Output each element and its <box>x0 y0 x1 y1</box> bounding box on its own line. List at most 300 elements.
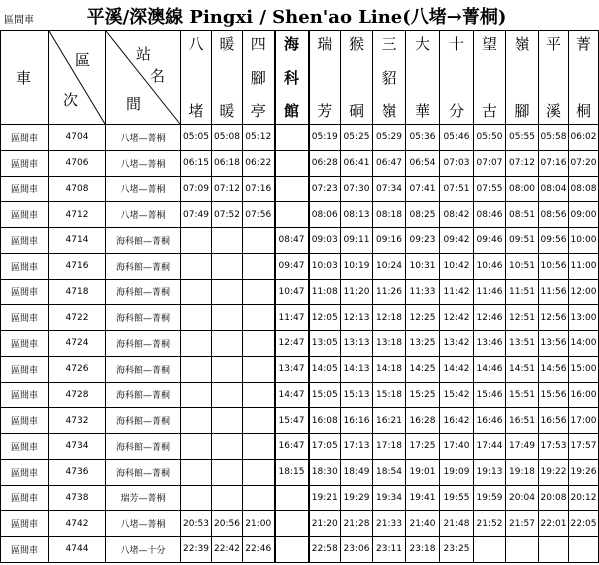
time-cell <box>181 485 212 511</box>
time-cell: 15:56 <box>539 382 569 408</box>
time-cell <box>212 305 243 331</box>
station-char: 十 <box>448 35 464 53</box>
route-cell: 海科館—菁桐 <box>106 356 181 382</box>
time-cell: 22:42 <box>212 537 243 563</box>
time-cell: 08:04 <box>539 176 569 202</box>
time-cell <box>212 485 243 511</box>
time-cell: 07:51 <box>440 176 474 202</box>
time-cell: 16:08 <box>309 408 341 434</box>
route-cell: 瑞芳—菁桐 <box>106 485 181 511</box>
station-name <box>310 31 341 123</box>
time-cell: 12:56 <box>539 305 569 331</box>
time-cell: 13:51 <box>506 331 539 357</box>
header-section-label-bottom: 間 <box>126 95 142 113</box>
time-cell <box>275 537 309 563</box>
station-char: 芳 <box>317 102 333 120</box>
time-cell: 08:51 <box>506 202 539 228</box>
time-cell: 12:13 <box>341 305 373 331</box>
time-cell: 09:23 <box>406 228 440 254</box>
time-cell: 18:30 <box>309 459 341 485</box>
train-number-cell: 4716 <box>49 253 106 279</box>
time-cell <box>539 537 569 563</box>
time-cell: 15:00 <box>569 356 599 382</box>
time-cell: 06:47 <box>373 150 406 176</box>
header-train-label-top: 區 <box>75 51 91 69</box>
time-cell: 17:18 <box>373 434 406 460</box>
time-cell: 09:46 <box>474 228 506 254</box>
station-name <box>406 31 439 123</box>
station-char: 望 <box>481 35 497 53</box>
time-cell: 05:29 <box>373 125 406 151</box>
station-name <box>440 31 473 123</box>
time-cell: 11:51 <box>506 279 539 305</box>
time-cell: 17:53 <box>539 434 569 460</box>
time-cell: 08:06 <box>309 202 341 228</box>
time-cell: 17:40 <box>440 434 474 460</box>
time-cell: 21:00 <box>243 511 275 537</box>
station-char: 嶺 <box>381 102 397 120</box>
station-char: 四 <box>250 35 266 53</box>
time-cell <box>506 537 539 563</box>
station-char: 科 <box>283 68 299 87</box>
time-cell: 10:19 <box>341 253 373 279</box>
table-row <box>1 356 599 382</box>
time-cell: 12:05 <box>309 305 341 331</box>
table-row <box>1 331 599 357</box>
time-cell: 05:08 <box>212 125 243 151</box>
station-char: 分 <box>448 102 464 120</box>
time-cell <box>212 434 243 460</box>
time-cell <box>243 434 275 460</box>
time-cell: 12:47 <box>275 331 309 357</box>
time-cell: 20:04 <box>506 485 539 511</box>
time-cell: 21:48 <box>440 511 474 537</box>
time-cell: 16:51 <box>506 408 539 434</box>
time-cell: 23:18 <box>406 537 440 563</box>
time-cell: 15:42 <box>440 382 474 408</box>
train-class-cell: 區間車 <box>1 434 49 460</box>
table-row <box>1 511 599 537</box>
route-cell: 八堵—十分 <box>106 537 181 563</box>
train-class-cell: 區間車 <box>1 150 49 176</box>
train-number-cell: 4704 <box>49 125 106 151</box>
time-cell: 06:54 <box>406 150 440 176</box>
train-class-cell: 區間車 <box>1 382 49 408</box>
route-cell: 海科館—菁桐 <box>106 279 181 305</box>
time-cell: 19:55 <box>440 485 474 511</box>
station-char: 猴 <box>348 35 364 53</box>
table-row <box>1 382 599 408</box>
train-class-cell: 區間車 <box>1 176 49 202</box>
time-cell: 16:56 <box>539 408 569 434</box>
train-class-cell: 區間車 <box>1 305 49 331</box>
train-number-cell: 4728 <box>49 382 106 408</box>
train-class-cell: 區間車 <box>1 253 49 279</box>
station-name <box>373 31 405 123</box>
train-number-cell: 4722 <box>49 305 106 331</box>
time-cell: 15:18 <box>373 382 406 408</box>
station-char: 溪 <box>545 102 561 120</box>
time-cell: 22:01 <box>539 511 569 537</box>
time-cell: 22:05 <box>569 511 599 537</box>
station-name <box>539 31 568 123</box>
time-cell: 09:47 <box>275 253 309 279</box>
train-number-cell: 4726 <box>49 356 106 382</box>
time-cell: 18:54 <box>373 459 406 485</box>
train-class-cell: 區間車 <box>1 228 49 254</box>
station-char: 暖 <box>219 102 235 120</box>
station-header-9 <box>474 31 506 125</box>
time-cell: 13:25 <box>406 331 440 357</box>
time-cell: 23:11 <box>373 537 406 563</box>
time-cell: 17:49 <box>506 434 539 460</box>
time-cell: 06:41 <box>341 150 373 176</box>
train-class-cell: 區間車 <box>1 125 49 151</box>
time-cell: 07:20 <box>569 150 599 176</box>
route-cell: 八堵—菁桐 <box>106 202 181 228</box>
station-name <box>243 31 274 123</box>
time-cell: 05:55 <box>506 125 539 151</box>
route-cell: 海科館—菁桐 <box>106 459 181 485</box>
time-cell: 13:56 <box>539 331 569 357</box>
header-row <box>1 31 599 125</box>
table-row <box>1 176 599 202</box>
time-cell: 09:11 <box>341 228 373 254</box>
time-cell: 08:56 <box>539 202 569 228</box>
route-cell: 海科館—菁桐 <box>106 331 181 357</box>
time-cell <box>212 408 243 434</box>
time-cell: 21:40 <box>406 511 440 537</box>
time-cell <box>181 279 212 305</box>
station-char: 亭 <box>250 102 266 120</box>
time-cell: 22:39 <box>181 537 212 563</box>
time-cell: 05:19 <box>309 125 341 151</box>
time-cell <box>275 511 309 537</box>
time-cell: 19:34 <box>373 485 406 511</box>
station-char: 海 <box>283 35 299 53</box>
time-cell <box>212 228 243 254</box>
station-header-6 <box>373 31 406 125</box>
time-cell: 16:00 <box>569 382 599 408</box>
time-cell: 07:55 <box>474 176 506 202</box>
time-cell: 16:47 <box>275 434 309 460</box>
time-cell: 14:05 <box>309 356 341 382</box>
time-cell: 21:33 <box>373 511 406 537</box>
time-cell: 10:47 <box>275 279 309 305</box>
time-cell: 13:05 <box>309 331 341 357</box>
train-number-cell: 4734 <box>49 434 106 460</box>
time-cell: 22:46 <box>243 537 275 563</box>
time-cell: 11:26 <box>373 279 406 305</box>
time-cell: 10:00 <box>569 228 599 254</box>
route-cell: 海科館—菁桐 <box>106 434 181 460</box>
time-cell: 17:13 <box>341 434 373 460</box>
time-cell <box>212 459 243 485</box>
time-cell: 11:20 <box>341 279 373 305</box>
time-cell <box>181 253 212 279</box>
time-cell: 07:52 <box>212 202 243 228</box>
route-cell: 八堵—菁桐 <box>106 125 181 151</box>
table-row <box>1 125 599 151</box>
time-cell: 07:16 <box>539 150 569 176</box>
time-cell: 08:00 <box>506 176 539 202</box>
station-header-0 <box>181 31 212 125</box>
train-number-cell: 4724 <box>49 331 106 357</box>
table-row <box>1 305 599 331</box>
station-char: 貂 <box>381 68 397 87</box>
table-row <box>1 228 599 254</box>
time-cell: 11:00 <box>569 253 599 279</box>
time-cell: 19:01 <box>406 459 440 485</box>
time-cell: 12:46 <box>474 305 506 331</box>
train-number-cell: 4708 <box>49 176 106 202</box>
station-char: 桐 <box>575 102 591 120</box>
station-char: 腳 <box>514 102 530 120</box>
time-cell: 06:18 <box>212 150 243 176</box>
time-cell: 09:03 <box>309 228 341 254</box>
time-cell <box>212 382 243 408</box>
time-cell: 15:05 <box>309 382 341 408</box>
station-char: 瑞 <box>317 35 333 53</box>
time-cell: 12:00 <box>569 279 599 305</box>
time-cell: 07:12 <box>212 176 243 202</box>
train-number-cell: 4744 <box>49 537 106 563</box>
station-header-12 <box>569 31 599 125</box>
station-char: 八 <box>188 35 204 53</box>
time-cell: 08:18 <box>373 202 406 228</box>
time-cell: 07:41 <box>406 176 440 202</box>
time-cell: 20:08 <box>539 485 569 511</box>
time-cell <box>181 356 212 382</box>
station-name <box>212 31 242 123</box>
time-cell: 14:47 <box>275 382 309 408</box>
time-cell: 06:22 <box>243 150 275 176</box>
train-number-cell: 4712 <box>49 202 106 228</box>
station-name <box>181 31 211 123</box>
table-row <box>1 150 599 176</box>
time-cell: 21:20 <box>309 511 341 537</box>
train-class-cell: 區間車 <box>1 485 49 511</box>
table-row <box>1 434 599 460</box>
time-cell <box>275 125 309 151</box>
time-cell <box>243 356 275 382</box>
header-car <box>1 31 49 125</box>
station-header-3 <box>275 31 309 125</box>
station-char: 大 <box>414 35 430 53</box>
time-cell: 16:46 <box>474 408 506 434</box>
station-char: 堵 <box>188 102 204 120</box>
time-cell: 15:46 <box>474 382 506 408</box>
time-cell <box>181 228 212 254</box>
time-cell: 11:33 <box>406 279 440 305</box>
table-row <box>1 279 599 305</box>
train-class-tag: 區間車 <box>4 15 34 26</box>
train-class-cell: 區間車 <box>1 537 49 563</box>
time-cell <box>275 202 309 228</box>
time-cell: 19:59 <box>474 485 506 511</box>
station-header-10 <box>506 31 539 125</box>
train-number-cell: 4718 <box>49 279 106 305</box>
time-cell: 06:15 <box>181 150 212 176</box>
time-cell: 08:08 <box>569 176 599 202</box>
time-cell: 14:13 <box>341 356 373 382</box>
time-cell: 15:47 <box>275 408 309 434</box>
station-header-2 <box>243 31 275 125</box>
time-cell <box>212 356 243 382</box>
station-header-8 <box>440 31 474 125</box>
time-cell: 09:00 <box>569 202 599 228</box>
station-char: 館 <box>283 102 299 120</box>
time-cell: 07:30 <box>341 176 373 202</box>
time-cell: 16:21 <box>373 408 406 434</box>
time-cell: 17:44 <box>474 434 506 460</box>
time-cell: 19:26 <box>569 459 599 485</box>
time-cell: 10:42 <box>440 253 474 279</box>
station-char: 腳 <box>250 68 266 87</box>
time-cell: 14:25 <box>406 356 440 382</box>
station-char: 平 <box>545 35 561 53</box>
time-cell: 17:00 <box>569 408 599 434</box>
time-cell: 07:23 <box>309 176 341 202</box>
train-class-cell: 區間車 <box>1 459 49 485</box>
route-cell: 海科館—菁桐 <box>106 253 181 279</box>
time-cell: 14:56 <box>539 356 569 382</box>
time-cell: 08:47 <box>275 228 309 254</box>
station-header-7 <box>406 31 440 125</box>
time-cell: 08:25 <box>406 202 440 228</box>
time-cell: 05:05 <box>181 125 212 151</box>
table-row <box>1 485 599 511</box>
route-cell: 八堵—菁桐 <box>106 150 181 176</box>
time-cell <box>474 537 506 563</box>
route-cell: 八堵—菁桐 <box>106 511 181 537</box>
train-class-cell: 區間車 <box>1 408 49 434</box>
time-cell: 08:46 <box>474 202 506 228</box>
diagonal-line <box>49 31 105 124</box>
time-cell: 20:56 <box>212 511 243 537</box>
timetable <box>0 30 599 563</box>
time-cell <box>212 331 243 357</box>
time-cell <box>243 459 275 485</box>
time-cell: 10:03 <box>309 253 341 279</box>
station-char: 古 <box>481 102 497 120</box>
station-header-1 <box>212 31 243 125</box>
time-cell: 14:42 <box>440 356 474 382</box>
time-cell <box>243 408 275 434</box>
time-cell: 05:46 <box>440 125 474 151</box>
station-name <box>341 31 372 123</box>
time-cell: 15:13 <box>341 382 373 408</box>
route-cell: 海科館—菁桐 <box>106 408 181 434</box>
time-cell: 12:25 <box>406 305 440 331</box>
station-name <box>569 31 598 123</box>
time-cell: 15:25 <box>406 382 440 408</box>
time-cell: 22:58 <box>309 537 341 563</box>
time-cell: 06:02 <box>569 125 599 151</box>
time-cell <box>243 305 275 331</box>
time-cell <box>569 537 599 563</box>
time-cell: 14:46 <box>474 356 506 382</box>
time-cell: 17:05 <box>309 434 341 460</box>
time-cell: 07:09 <box>181 176 212 202</box>
station-header-4 <box>309 31 341 125</box>
time-cell: 14:51 <box>506 356 539 382</box>
time-cell: 19:41 <box>406 485 440 511</box>
time-cell: 07:16 <box>243 176 275 202</box>
time-cell: 12:18 <box>373 305 406 331</box>
time-cell: 11:46 <box>474 279 506 305</box>
header-section <box>106 31 181 125</box>
time-cell <box>181 305 212 331</box>
train-class-cell: 區間車 <box>1 279 49 305</box>
station-char: 華 <box>414 102 430 120</box>
time-cell: 12:51 <box>506 305 539 331</box>
time-cell <box>275 176 309 202</box>
time-cell: 19:29 <box>341 485 373 511</box>
train-number-cell: 4736 <box>49 459 106 485</box>
time-cell <box>243 228 275 254</box>
time-cell: 13:42 <box>440 331 474 357</box>
station-name <box>506 31 538 123</box>
table-row <box>1 253 599 279</box>
time-cell: 18:49 <box>341 459 373 485</box>
time-cell: 07:49 <box>181 202 212 228</box>
time-cell <box>243 485 275 511</box>
time-cell: 05:50 <box>474 125 506 151</box>
station-header-5 <box>341 31 373 125</box>
route-cell: 海科館—菁桐 <box>106 305 181 331</box>
route-cell: 八堵—菁桐 <box>106 176 181 202</box>
time-cell: 11:47 <box>275 305 309 331</box>
time-cell <box>181 434 212 460</box>
time-cell <box>275 485 309 511</box>
time-cell: 23:06 <box>341 537 373 563</box>
route-cell: 海科館—菁桐 <box>106 382 181 408</box>
time-cell: 09:16 <box>373 228 406 254</box>
time-cell: 11:42 <box>440 279 474 305</box>
train-class-cell: 區間車 <box>1 356 49 382</box>
header-section-label-top: 站 <box>136 45 152 63</box>
time-cell: 14:00 <box>569 331 599 357</box>
station-char: 三 <box>381 35 397 53</box>
time-cell: 10:56 <box>539 253 569 279</box>
time-cell: 19:09 <box>440 459 474 485</box>
time-cell: 10:24 <box>373 253 406 279</box>
time-cell <box>243 253 275 279</box>
time-cell: 21:52 <box>474 511 506 537</box>
time-cell: 19:21 <box>309 485 341 511</box>
time-cell: 07:07 <box>474 150 506 176</box>
time-cell: 18:15 <box>275 459 309 485</box>
time-cell: 10:31 <box>406 253 440 279</box>
time-cell: 13:00 <box>569 305 599 331</box>
page-title: 平溪/深澳線 Pingxi / Shen'ao Line(八堵→菁桐) <box>86 7 507 28</box>
time-cell: 07:34 <box>373 176 406 202</box>
time-cell: 19:18 <box>506 459 539 485</box>
time-cell: 05:58 <box>539 125 569 151</box>
train-class-cell: 區間車 <box>1 511 49 537</box>
time-cell: 08:13 <box>341 202 373 228</box>
time-cell: 05:36 <box>406 125 440 151</box>
time-cell: 15:51 <box>506 382 539 408</box>
time-cell <box>181 459 212 485</box>
route-cell: 海科館—菁桐 <box>106 228 181 254</box>
time-cell: 05:25 <box>341 125 373 151</box>
train-class-cell: 區間車 <box>1 202 49 228</box>
time-cell: 12:42 <box>440 305 474 331</box>
table-row <box>1 537 599 563</box>
time-cell: 13:46 <box>474 331 506 357</box>
